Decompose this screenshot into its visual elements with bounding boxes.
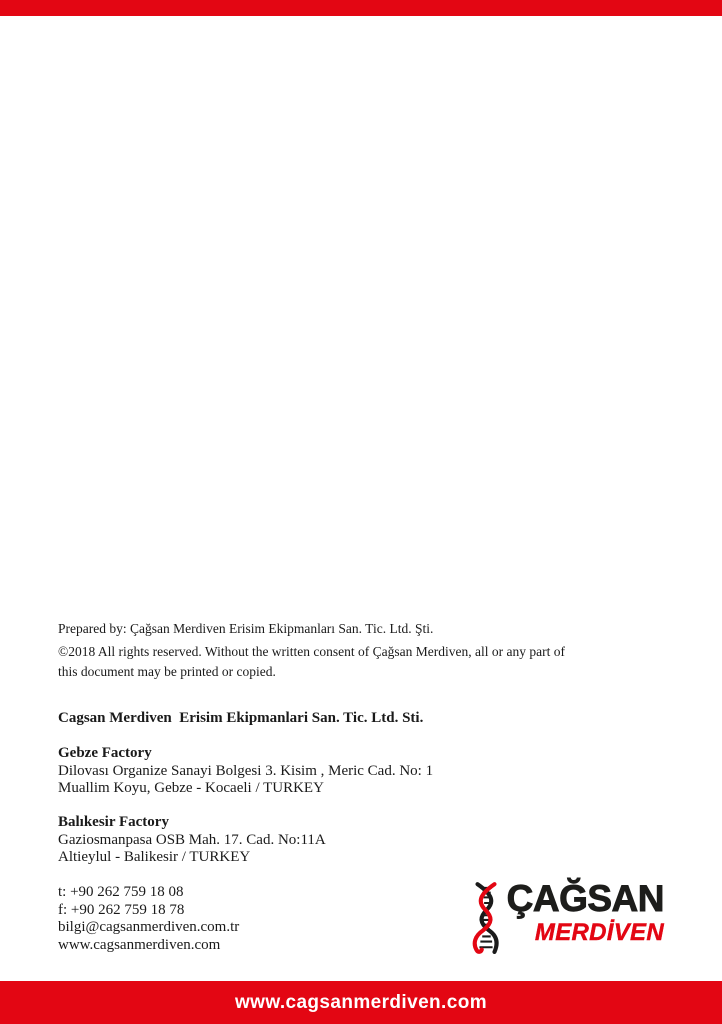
gebze-factory-title: Gebze Factory [58, 745, 152, 761]
fax-line: f: +90 262 759 18 78 [58, 901, 185, 918]
balikesir-factory-block [58, 814, 678, 867]
top-red-bar [0, 0, 722, 16]
gebze-factory-block [58, 745, 678, 798]
balikesir-factory-address-2: Altieylul - Balikesir / TURKEY [58, 849, 251, 865]
logo-wordmark [507, 877, 664, 945]
balikesir-factory-title: Balıkesir Factory [58, 814, 169, 830]
company-name-heading: Cagsan Merdiven Erisim Ekipmanlari San. Tic. Ltd. Sti. [58, 710, 424, 726]
sub-brand-text: MERDİVEN [534, 919, 664, 946]
company-logo [470, 877, 664, 959]
prepared-by-line: Prepared by: Çağsan Merdiven Erisim Ekipmanları San. Tic. Ltd. Şti. [58, 620, 434, 636]
gebze-factory-address-2: Muallim Koyu, Gebze - Kocaeli / TURKEY [58, 780, 324, 796]
copyright-notice [58, 642, 678, 682]
footer-website-text: www.cagsanmerdiven.com [234, 991, 487, 1013]
copyright-line-1: ©2018 All rights reserved. Without the written consent of Çağsan Merdiven, all or any part of [58, 644, 565, 659]
contact-block [58, 884, 478, 954]
phone-line: t: +90 262 759 18 08 [58, 884, 184, 900]
dna-ladder-icon [470, 879, 502, 959]
gebze-factory-address-1: Dilovası Organize Sanayi Bolgesi 3. Kisim , Meric Cad. No: 1 [58, 762, 434, 779]
website-line: www.cagsanmerdiven.com [58, 936, 221, 953]
email-line: bilgi@cagsanmerdiven.com.tr [58, 919, 240, 935]
copyright-line-2: this document may be printed or copied. [58, 664, 276, 679]
balikesir-factory-address-1: Gaziosmanpasa OSB Mah. 17. Cad. No:11A [58, 831, 326, 848]
brand-name-text: ÇAĞSAN [506, 878, 664, 919]
footer-red-bar [0, 981, 722, 1024]
